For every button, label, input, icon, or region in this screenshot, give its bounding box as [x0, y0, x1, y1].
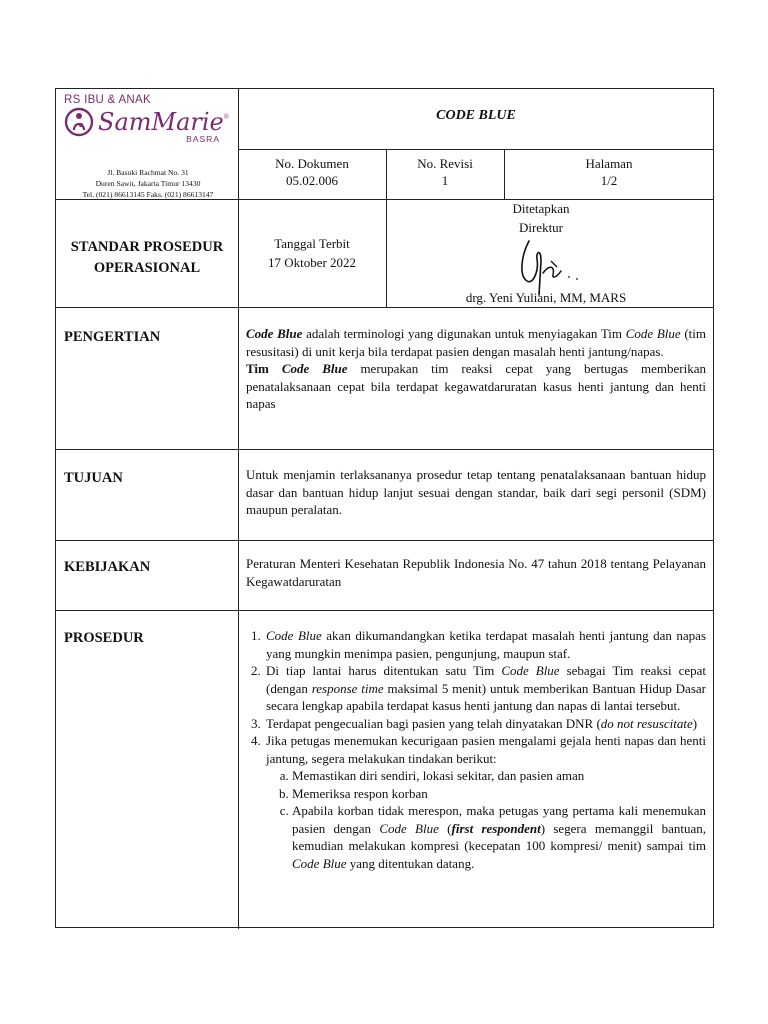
section-divider-prosedur — [56, 610, 714, 611]
revision-cell — [386, 155, 504, 189]
address-line-2: Duren Sawit, Jakarta Timur 13430 — [95, 179, 201, 188]
issue-date-label: Tanggal Terbit — [274, 236, 350, 251]
hospital-address — [58, 167, 238, 200]
prosedur-content — [244, 627, 706, 872]
revision-value: 1 — [441, 173, 449, 188]
approved-label: Ditetapkan — [512, 201, 570, 216]
address-line-1: Jl. Basuki Rachmat No. 31 — [107, 168, 189, 177]
title-divider — [238, 149, 714, 150]
section-divider-kebijakan — [56, 540, 714, 541]
pengertian-paragraph-2: Tim Code Blue merupakan tim reaksi cepat yang bertugas memberikan penatalaksanaan cepat bila terdapat kegawatdaruratan kasus henti jantung dan henti napas — [246, 361, 706, 411]
prosedur-item-4: 4. Jika petugas menemukan kecurigaan pasien mengalami gejala henti napas dan henti jantung, segera melakukan tindakan berikut: a. Memastikan diri sendiri, lokasi sekitar, dan pasien aman b. Memeriksa respon korban c. Apabila korban tidak merespon, maka petugas yang pertama kali menemukan pasien dengan Code Blue (first respondent) segera memanggil bantuan, kemudian melakukan kompresi (kecepatan 100 kompresi/ menit) sampai tim Code Blue yang ditentukan datang. — [264, 732, 706, 872]
approver-role: Direktur — [518, 220, 564, 235]
section-title-prosedur: PROSEDUR — [64, 630, 144, 646]
approver-name: drg. Yeni Yuliani, MM, MARS — [465, 290, 627, 305]
sop-title-line-2: OPERASIONAL — [93, 260, 201, 276]
hospital-logo — [64, 94, 234, 144]
column-divider — [238, 89, 239, 929]
section-title-tujuan: TUJUAN — [64, 470, 123, 486]
page-cell — [504, 155, 714, 189]
prosedur-item-3: 3. Terdapat pengecualian bagi pasien yang telah dinyatakan DNR (do not resuscitate) — [264, 715, 706, 733]
sop-title-line-1: STANDAR PROSEDUR — [70, 239, 224, 255]
registered-mark: ® — [223, 113, 230, 121]
prosedur-subitem-c: c. Apabila korban tidak merespon, maka petugas yang pertama kali menemukan pasien dengan Code Blue (first respondent) segera memanggil bantuan, kemudian melakukan kompresi (kecepatan 100 kompresi/ menit) sampai tim Code Blue yang ditentukan datang. — [292, 802, 706, 872]
issue-date-cell — [238, 234, 386, 272]
issue-date-value: 17 Oktober 2022 — [267, 255, 357, 270]
page-label: Halaman — [585, 156, 633, 171]
address-line-3: Tel. (021) 86613145 Faks. (021) 86613147 — [82, 190, 214, 199]
prosedur-item-2: 2. Di tiap lantai harus ditentukan satu Tim Code Blue sebagai Tim reaksi cepat (dengan response time maksimal 5 menit) untuk memberikan Bantuan Hidup Dasar secara lengkap apabila terdapat kasus henti jantung dan napas di lantai tersebut. — [264, 662, 706, 715]
pengertian-paragraph-1: Code Blue adalah terminologi yang digunakan untuk menyiagakan Tim Code Blue (tim resusitasi) di unit kerja bila terdapat pasien dengan masalah henti jantung/napas. — [246, 326, 707, 359]
page-value: 1/2 — [600, 173, 618, 188]
sop-frame — [55, 88, 714, 928]
section-divider-pengertian — [56, 307, 714, 308]
section-divider-tujuan — [56, 449, 714, 450]
document-title: CODE BLUE — [436, 108, 516, 123]
doc-number-label: No. Dokumen — [275, 156, 349, 171]
doc-number-value: 05.02.006 — [286, 173, 338, 188]
section-title-kebijakan: KEBIJAKAN — [64, 559, 151, 575]
mother-child-emblem-icon — [64, 107, 94, 137]
tujuan-content: Untuk menjamin terlaksananya prosedur tetap tentang penatalaksanaan bantuan hidup dasar dan bantuan hidup lanjut sesuai dengan standar, baik dari segi personil (SDM) maupun peralatan. — [246, 467, 706, 517]
doc-number-cell — [238, 155, 386, 189]
revision-label: No. Revisi — [417, 156, 473, 171]
kebijakan-content: Peraturan Menteri Kesehatan Republik Indonesia No. 47 tahun 2018 tentang Pelayanan Kegawatdaruratan — [246, 556, 706, 589]
prosedur-subitem-b: b. Memeriksa respon korban — [292, 785, 706, 803]
hospital-branch: BASRA — [186, 134, 220, 144]
sop-title — [56, 237, 238, 279]
hospital-name: SamMarie — [98, 108, 224, 136]
prosedur-item-1: 1. Code Blue akan dikumandangkan ketika terdapat masalah henti jantung dan napas yang mungkin menimpa pasien, pengunjung, maupun staf. — [264, 627, 706, 662]
hospital-prefix: RS IBU & ANAK — [64, 94, 151, 106]
prosedur-subitem-a: a. Memastikan diri sendiri, lokasi sekitar, dan pasien aman — [292, 767, 706, 785]
pengertian-content — [246, 325, 706, 413]
section-title-pengertian: PENGERTIAN — [64, 329, 161, 345]
